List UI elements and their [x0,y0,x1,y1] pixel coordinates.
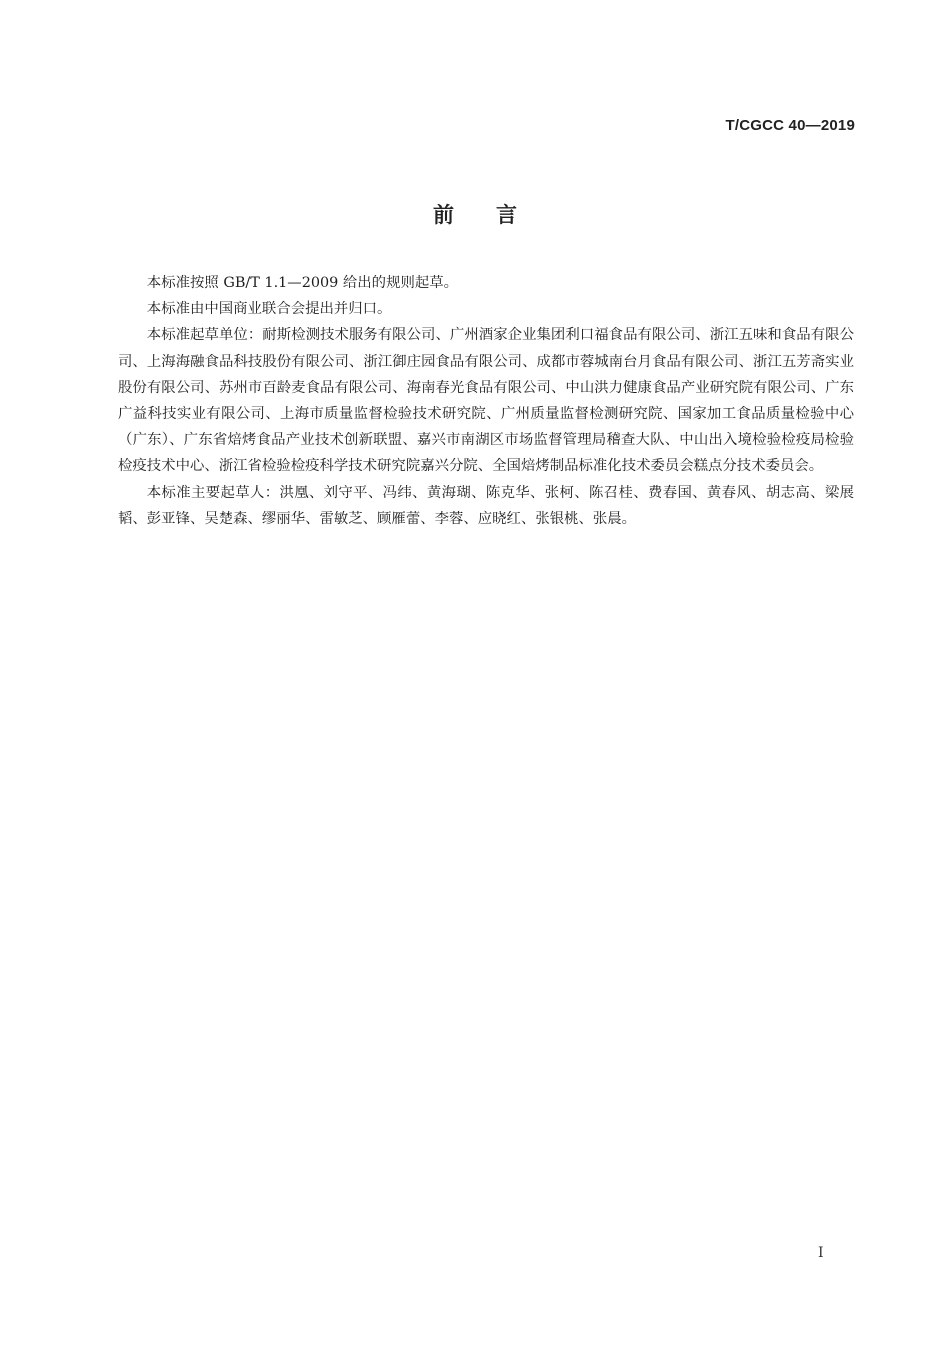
page-number: I [818,1245,824,1261]
body-text [118,270,854,532]
paragraph-main-drafters: 本标准主要起草人：洪凰、刘守平、冯纬、黄海瑚、陈克华、张柯、陈召桂、费春国、黄春风、胡志高、梁展韬、彭亚锋、吴楚森、缪丽华、雷敏芝、顾雁蕾、李蓉、应晓红、张银桃、张晨。 [118,484,854,527]
paragraph-drafting-rules: 本标准按照 GB/T 1.1—2009 给出的规则起草。 [146,275,459,291]
document-code: T/CGCC 40—2019 [725,117,855,134]
page-title: 前言 [433,203,559,227]
paragraph-proposer: 本标准由中国商业联合会提出并归口。 [146,301,392,318]
paragraph-drafting-units: 本标准起草单位：耐斯检测技术服务有限公司、广州酒家企业集团利口福食品有限公司、浙江五味和食品有限公司、上海海融食品科技股份有限公司、浙江御庄园食品有限公司、成都市蓉城南台月食品有限公司、浙江五芳斋实业股份有限公司、苏州市百龄麦食品有限公司、海南春光食品有限公司、中山洪力健康食品产业研究院有限公司、广东广益科技实业有限公司、上海市质量监督检验技术研究院、广州质量监督检测研究院、国家加工食品质量检验中心（广东）、广东省焙烤食品产业技术创新联盟、嘉兴市南湖区市场监督管理局稽查大队、中山出入境检验检疫局检验检疫技术中心、浙江省检验检疫科学技术研究院嘉兴分院、全国焙烤制品标准化技术委员会糕点分技术委员会。 [118,327,854,475]
